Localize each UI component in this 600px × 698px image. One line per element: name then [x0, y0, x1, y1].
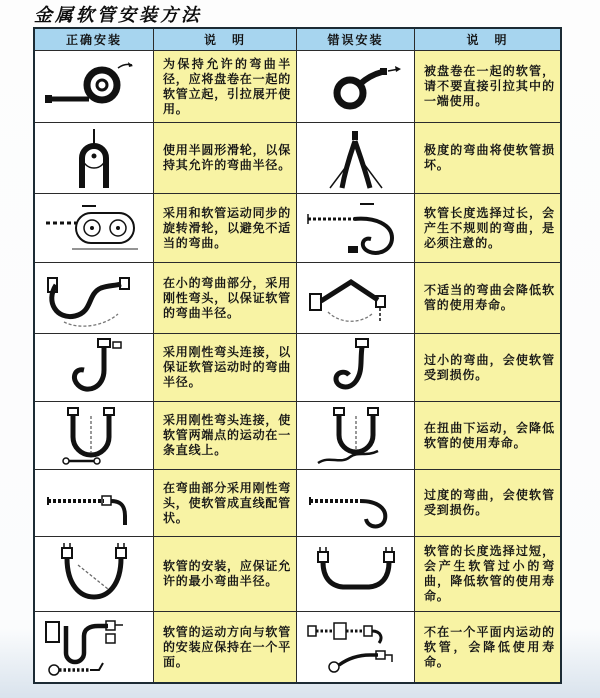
correct-illustration-cell	[35, 334, 153, 401]
correct-illustration-cell	[35, 51, 153, 122]
correct-description: 软管的运动方向与软管的安装应保持在一个平面。	[153, 612, 296, 682]
correct-description: 在小的弯曲部分，采用刚性弯头，以保证软管的弯曲半径。	[153, 263, 296, 333]
correct-description: 采用刚性弯头连接，使软管两端点的运动在一条直线上。	[153, 402, 296, 469]
correct-illustration-cell	[35, 537, 153, 611]
table-row	[35, 469, 560, 536]
correct-illustration-cell	[35, 612, 153, 682]
wrong-description: 软管的长度选择过短，会产生软管过小的弯曲，降低软管的使用寿命。	[414, 537, 560, 611]
hose-rigid-elbow-connection-j-curve-icon	[42, 337, 146, 399]
header-description-wrong: 说 明	[414, 29, 560, 50]
hose-out-of-plane-motion-segments-icon	[304, 615, 408, 679]
correct-illustration-cell	[35, 194, 153, 262]
header-description-correct: 说 明	[153, 29, 296, 50]
table-row	[35, 122, 560, 193]
header-wrong-installation: 错误安装	[296, 29, 414, 50]
correct-illustration-cell	[35, 402, 153, 469]
hose-coil-pulled-from-end-icon	[304, 55, 408, 119]
wrong-description: 不在一个平面内运动的软管，会降低使用寿命。	[414, 612, 560, 682]
hose-installation-table	[33, 27, 562, 684]
correct-illustration-cell	[35, 470, 153, 536]
wrong-description: 不适当的弯曲会降低软管的使用寿命。	[414, 263, 560, 333]
table-header-row	[35, 29, 560, 50]
wrong-illustration-cell	[296, 51, 414, 122]
hose-synchronized-rotating-pulleys-icon	[42, 197, 146, 259]
wrong-description: 极度的弯曲将使软管损坏。	[414, 123, 560, 193]
table-row	[35, 611, 560, 682]
hose-too-short-flat-bottom-loop-icon	[304, 541, 408, 607]
table-row	[35, 401, 560, 469]
wrong-illustration-cell	[296, 537, 414, 611]
hose-extreme-sharp-bend-icon	[304, 126, 408, 190]
table-row	[35, 262, 560, 333]
hose-minimum-bend-radius-u-loop-icon	[42, 541, 146, 607]
correct-description: 使用半圆形滑轮，以保持其允许的弯曲半径。	[153, 123, 296, 193]
hose-rigid-elbow-at-small-bend-icon	[42, 266, 146, 330]
correct-description: 采用和软管运动同步的旋转滑轮，以避免不适当的弯曲。	[153, 194, 296, 262]
hose-motion-in-single-plane-trap-icon	[42, 615, 146, 679]
wrong-illustration-cell	[296, 402, 414, 469]
hose-straight-run-with-rigid-elbow-icon	[42, 473, 146, 533]
hose-improper-sharp-vee-bend-icon	[304, 266, 408, 330]
hose-too-long-irregular-loop-icon	[304, 197, 408, 259]
correct-illustration-cell	[35, 263, 153, 333]
correct-description: 采用刚性弯头连接，以保证软管运动时的弯曲半径。	[153, 334, 296, 401]
wrong-description: 在扭曲下运动，会降低软管的使用寿命。	[414, 402, 560, 469]
wrong-illustration-cell	[296, 334, 414, 401]
table-row	[35, 536, 560, 611]
wrong-description: 过度的弯曲，会使软管受到损伤。	[414, 470, 560, 536]
hose-overbent-hook-elbow-icon	[304, 473, 408, 533]
hose-u-shape-twisted-motion-icon	[304, 405, 408, 467]
correct-illustration-cell	[35, 123, 153, 193]
hose-coil-upright-unrolled-icon	[42, 55, 146, 119]
header-correct-installation: 正确安装	[35, 29, 153, 50]
hose-too-small-bend-j-curve-icon	[304, 337, 408, 399]
wrong-illustration-cell	[296, 263, 414, 333]
wrong-description: 过小的弯曲，会使软管受到损伤。	[414, 334, 560, 401]
hose-u-shape-ends-on-straight-line-icon	[42, 405, 146, 467]
wrong-illustration-cell	[296, 612, 414, 682]
wrong-illustration-cell	[296, 123, 414, 193]
correct-description: 为保持允许的弯曲半径，应将盘卷在一起的软管立起，引拉展开使用。	[153, 51, 296, 122]
wrong-description: 软管长度选择过长，会产生不规则的弯曲，是必须注意的。	[414, 194, 560, 262]
wrong-illustration-cell	[296, 470, 414, 536]
table-row	[35, 193, 560, 262]
table-row	[35, 50, 560, 122]
correct-description: 在弯曲部分采用刚性弯头，使软管成直线配管状。	[153, 470, 296, 536]
correct-description: 软管的安装，应保证允许的最小弯曲半径。	[153, 537, 296, 611]
page-title: 金属软管安装方法	[34, 5, 202, 26]
table-row	[35, 333, 560, 401]
wrong-description: 被盘卷在一起的软管，请不要直接引拉其中的一端使用。	[414, 51, 560, 122]
wrong-illustration-cell	[296, 194, 414, 262]
hose-over-semicircular-pulley-icon	[42, 126, 146, 190]
